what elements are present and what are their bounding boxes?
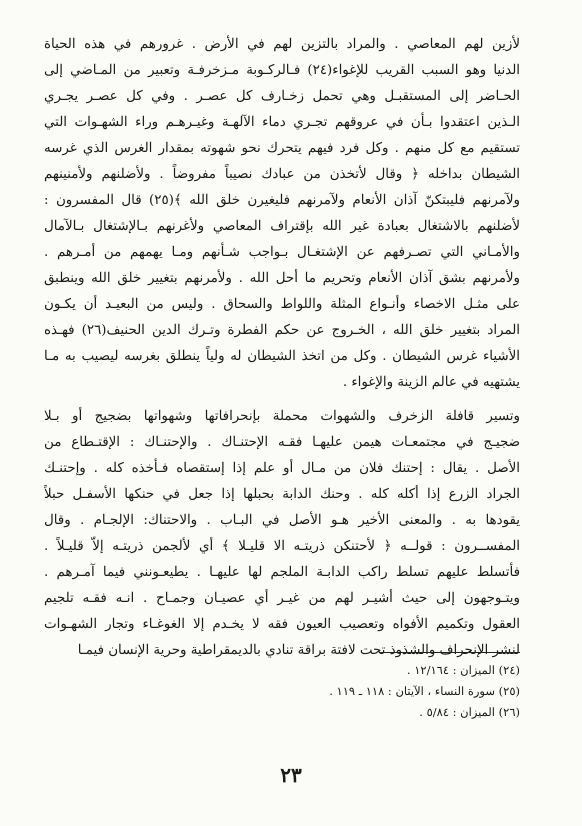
text-line: ويتـوجهون إلى حيث أشيـر لهم من غيـر أي عصيـان وجمـاح . انـه فقـه تلجيم — [44, 591, 520, 606]
text-line: العقول وتكميم الأفواه وتعصيب العيون فقه لا يخـدم إلا الغوغـاء وتجار الشهـوات — [44, 617, 520, 632]
text-line: الحـاضر إلى المستقبـل وهي تحمل زخـارف كل عصـر . وفي كل عصـر يجـري — [44, 89, 520, 104]
footnote: (٢٦) الميزان : ٥/٨٤ . — [419, 705, 520, 719]
text-line: الأصل . يقال : إحتنك فلان من مـال أو علم إذا إستقصاه فـأخذه كله . وإحتنـك — [44, 461, 520, 476]
text-line: وتسير قافلة الزخرف والشهوات محملة بإنحرافاتها وشهواتها بضجيج أو بـلا — [44, 409, 520, 424]
paragraph — [44, 32, 520, 396]
text-line: الـذين اعتقدوا بـأن في عروقهم تجـري دماء الآلهـة وغيـرهـم وراء الشهـوات التي — [44, 115, 520, 130]
text-line: ضجيـج في مجتمعـات هيمن عليهـا فقـه الإحتنـاك . والإحتنـاك : الإقتـطاع من — [44, 435, 520, 450]
text-line: ولآمرنهم فليبتكنّ آذان الأنعام ولآمرنهم فليغيرن خلق الله ﴾(٢٥) قال المفسرون : — [44, 193, 520, 208]
text-line: تستقيم مع كل منهم . وكل فرد فيهم يتحرك نحو شهوته بمقدار الغرس الذي غرسه — [44, 141, 520, 156]
text-line: الجراد الزرع إذا أكله كله . وحنك الدابة بحبلها إذا جعل في حنكها الأسفـل حبلاً — [44, 487, 520, 502]
text-line: يقودها به . والمعنى الأخير هـو الأصل في البـاب . والاحتناك: الإلجـام . وقال — [44, 513, 520, 528]
text-line: الدنيا وهو السبب القريب للإغواء(٢٤) فـالركـوبة مـزخرفـة وتعبير من المـاضي إلى — [44, 63, 520, 78]
text-line: لأزين لهم المعاصي . والمراد بالتزين لهم في الأرض . غرورهم في هذه الحياة — [44, 37, 520, 52]
text-line: ولأمرنهم بشق آذان الأنعام وتحريم ما أحل الله . ولأمرنهم بتغيير خلق الله وينطبق — [44, 271, 520, 286]
footnote: (٢٥) سورة النساء ، الآيتان : ١١٨ ـ ١١٩ . — [329, 684, 520, 698]
text-line: على مثـل الاخصاء وأنـواع المثلة واللواط والسحاق . وليس من البعيـد أن يكـون — [44, 297, 520, 312]
footnotes — [220, 660, 520, 723]
text-line: فأتسلط عليهم تسلط راكب الدابـة الملجم لها عليهـا . يطيعـونني فيما آمـرهم . — [44, 565, 520, 580]
text-line: لنشر الإنحراف والشذوذ تحت لافتة براقة تنادي بالديمقراطية وحرية الإنسان فيمـا — [77, 643, 520, 658]
text-line: الشيطان بداخله ﴿ وقال لأتخذن من عبادك نصيباً مفروضاً . ولأضلنهم ولأمنينهم — [44, 167, 520, 182]
text-line: المفســرون : قولــه ﴿ لأحتنكن ذريتـه الا قليـلا ﴾ أي لألجمن ذريتـه إلاّ قليـلاً . — [44, 539, 520, 554]
text-line: لأضلنهم بالاشتغال بعبادة غير الله بإقتراف المعاصي ولأغرنهم بـالإشتغال بـالآمال — [44, 219, 520, 234]
text-line: المراد بتغيير خلق الله ، الخـروج عن حكم الفطرة وتـرك الدين الحنيف(٢٦) فهـذه — [44, 323, 520, 338]
text-line: الأشياء غرس الشيطان . وكل من اتخذ الشيطان له ولياً ينطلق بغرسه ليصيب به مـا — [44, 349, 520, 364]
text-line: يشتهيه في عالم الزينة والإغواء . — [342, 375, 520, 390]
body-text — [44, 32, 520, 664]
page-number: ٢٣ — [280, 763, 302, 787]
text-line: والأمـاني التي تصـرفهم عن الإشتغـال بـواجب شـأنهم ومـا يهمهم من أمـرهم . — [44, 245, 520, 260]
footnote-separator — [380, 652, 520, 653]
footnote: (٢٤) الميزان : ١٢/١٦٤ . — [406, 663, 520, 677]
paragraph — [44, 404, 520, 664]
